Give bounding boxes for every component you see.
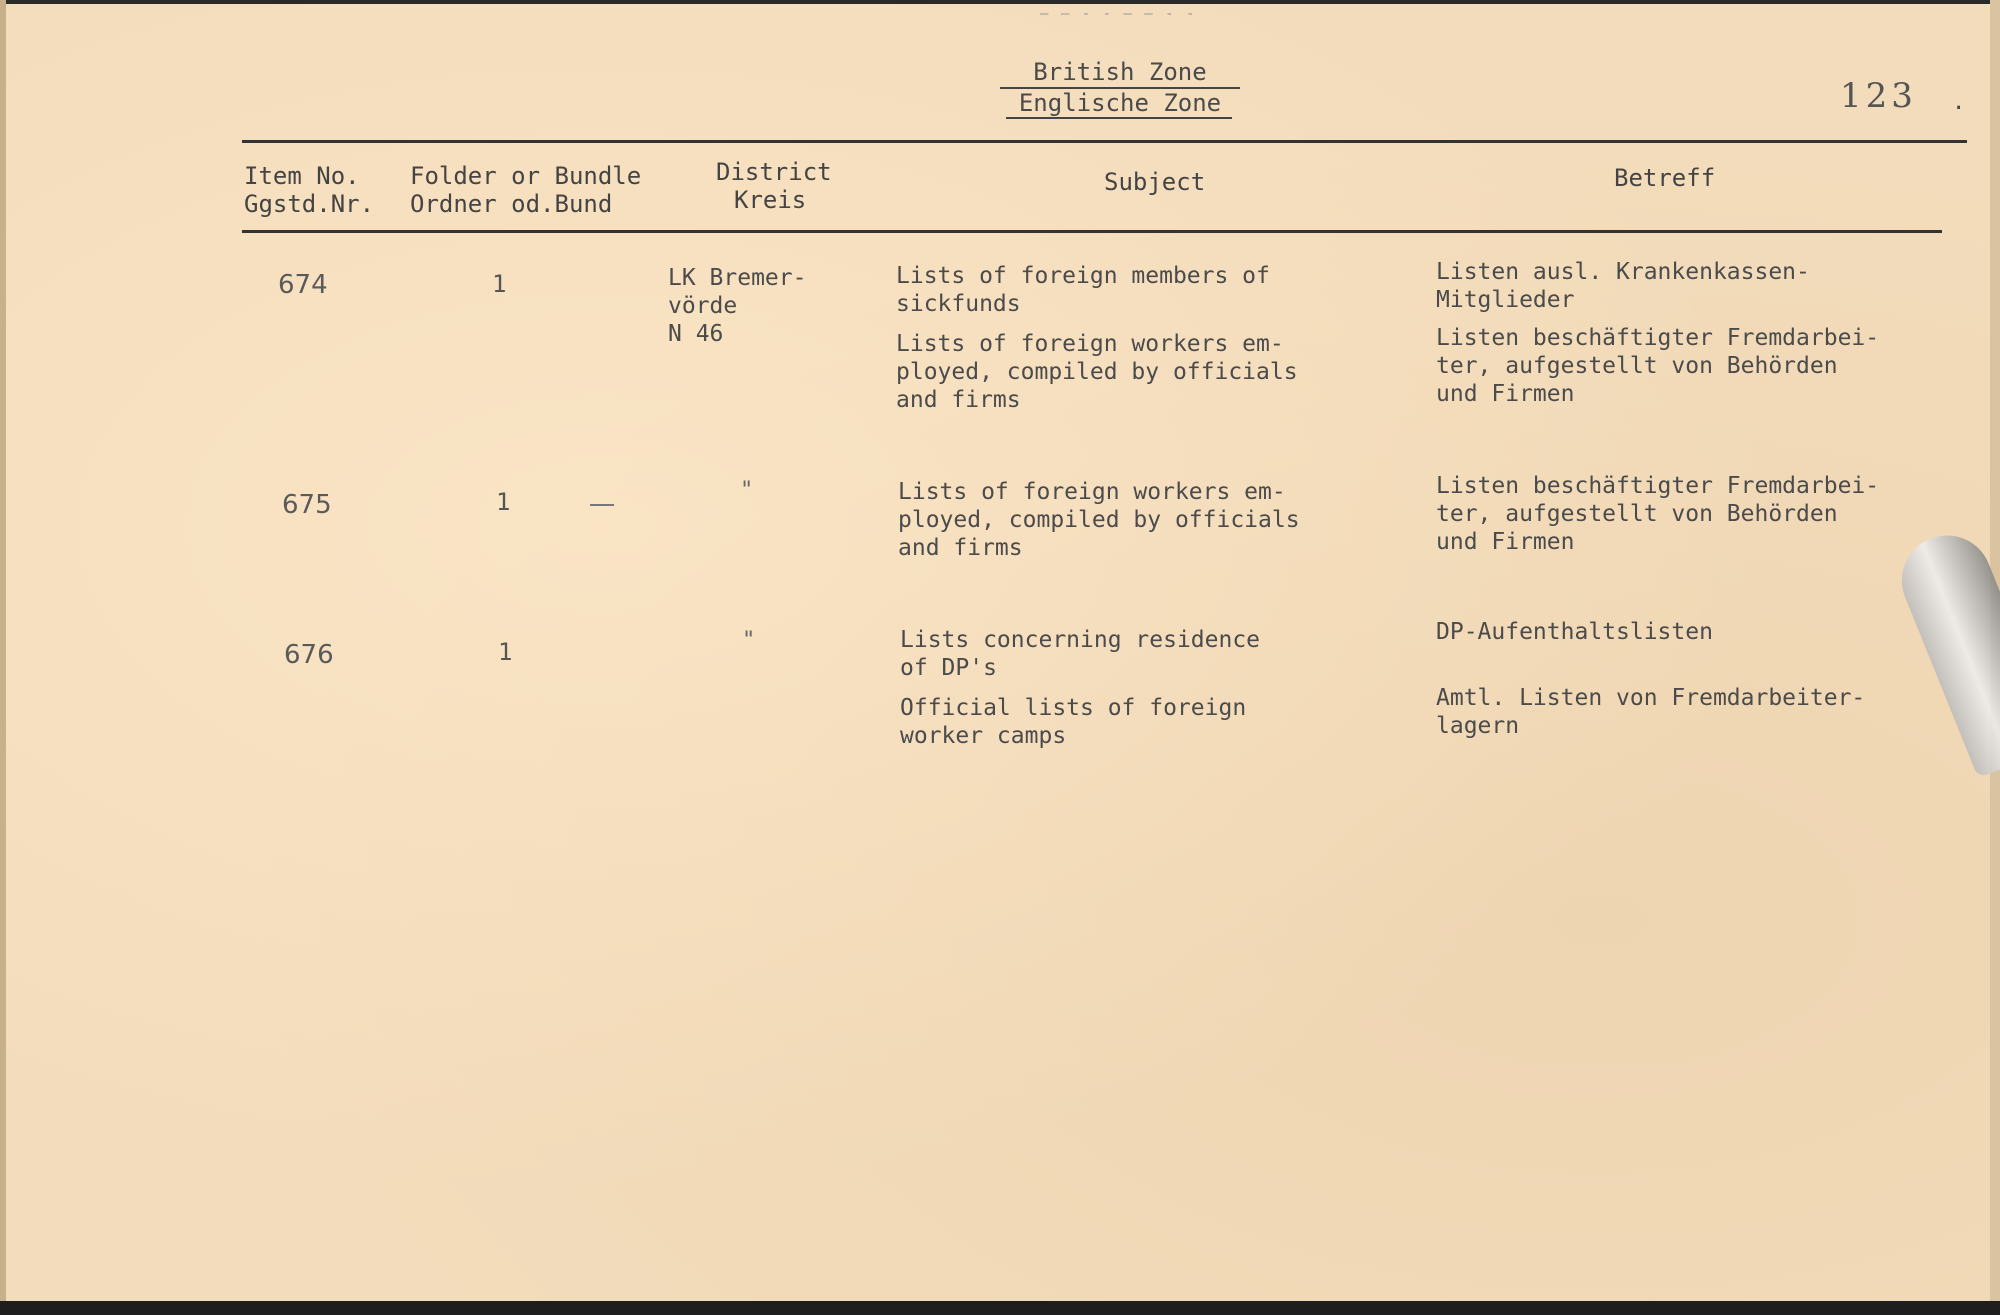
paper-clip — [1888, 522, 2000, 778]
folder-number: 1 — [492, 270, 507, 298]
header-betreff: Betreff — [1614, 164, 1716, 192]
header-item-en: Item No. — [244, 162, 360, 190]
zone-underline — [1006, 117, 1232, 119]
subject-entry: Lists of foreign workers em- ployed, compiled by officials and firms — [898, 479, 1300, 561]
ditto-mark: " — [742, 628, 756, 653]
betreff-entry: Listen ausl. Krankenkassen- Mitglieder — [1436, 259, 1810, 313]
betreff-entry: DP-Aufenthaltslisten — [1436, 619, 1713, 645]
zone-heading — [1000, 58, 1240, 117]
folder-number: 1 — [496, 488, 511, 516]
district-cell: LK Bremer- vörde N 46 — [668, 265, 807, 347]
table-header-rule — [242, 230, 1942, 233]
scan-bottom-edge — [0, 1301, 2000, 1315]
table-top-rule — [242, 140, 1967, 143]
header-district-en: District — [716, 158, 832, 186]
item-number: 675 — [282, 490, 332, 520]
item-number: 674 — [278, 270, 328, 300]
header-subject: Subject — [1104, 168, 1206, 196]
header-district-de: Kreis — [734, 186, 807, 214]
zone-english: British Zone — [1033, 58, 1207, 86]
folder-number: 1 — [498, 638, 513, 666]
faint-dashes: — — - - — — - - — [1040, 6, 1197, 22]
subject-entry: Lists concerning residence of DP's — [900, 627, 1261, 681]
subject-entry: Lists of foreign members of sickfunds — [896, 263, 1270, 317]
item-number: 676 — [284, 640, 334, 670]
header-item-de: Ggstd.Nr. — [244, 190, 375, 218]
betreff-entry: Listen beschäftigter Fremdarbei- ter, aufgestellt von Behörden und Firmen — [1436, 325, 1880, 407]
header-folder-de: Ordner od.Bund — [410, 190, 613, 218]
scan-top-edge — [0, 0, 2000, 4]
betreff-entry: Amtl. Listen von Fremdarbeiter- lagern — [1436, 685, 1866, 739]
scan-left-edge — [0, 0, 6, 1315]
subject-entry: Official lists of foreign worker camps — [900, 695, 1247, 749]
header-folder-en: Folder or Bundle — [410, 162, 642, 190]
page-number: 123 — [1840, 76, 1917, 116]
page-dot: . — [1952, 90, 1966, 115]
dash-mark — [590, 504, 614, 506]
betreff-entry: Listen beschäftigter Fremdarbei- ter, aufgestellt von Behörden und Firmen — [1436, 473, 1880, 555]
ditto-mark: " — [740, 478, 754, 503]
subject-entry: Lists of foreign workers em- ployed, compiled by officials and firms — [896, 331, 1298, 413]
zone-german: Englische Zone — [1000, 87, 1240, 117]
